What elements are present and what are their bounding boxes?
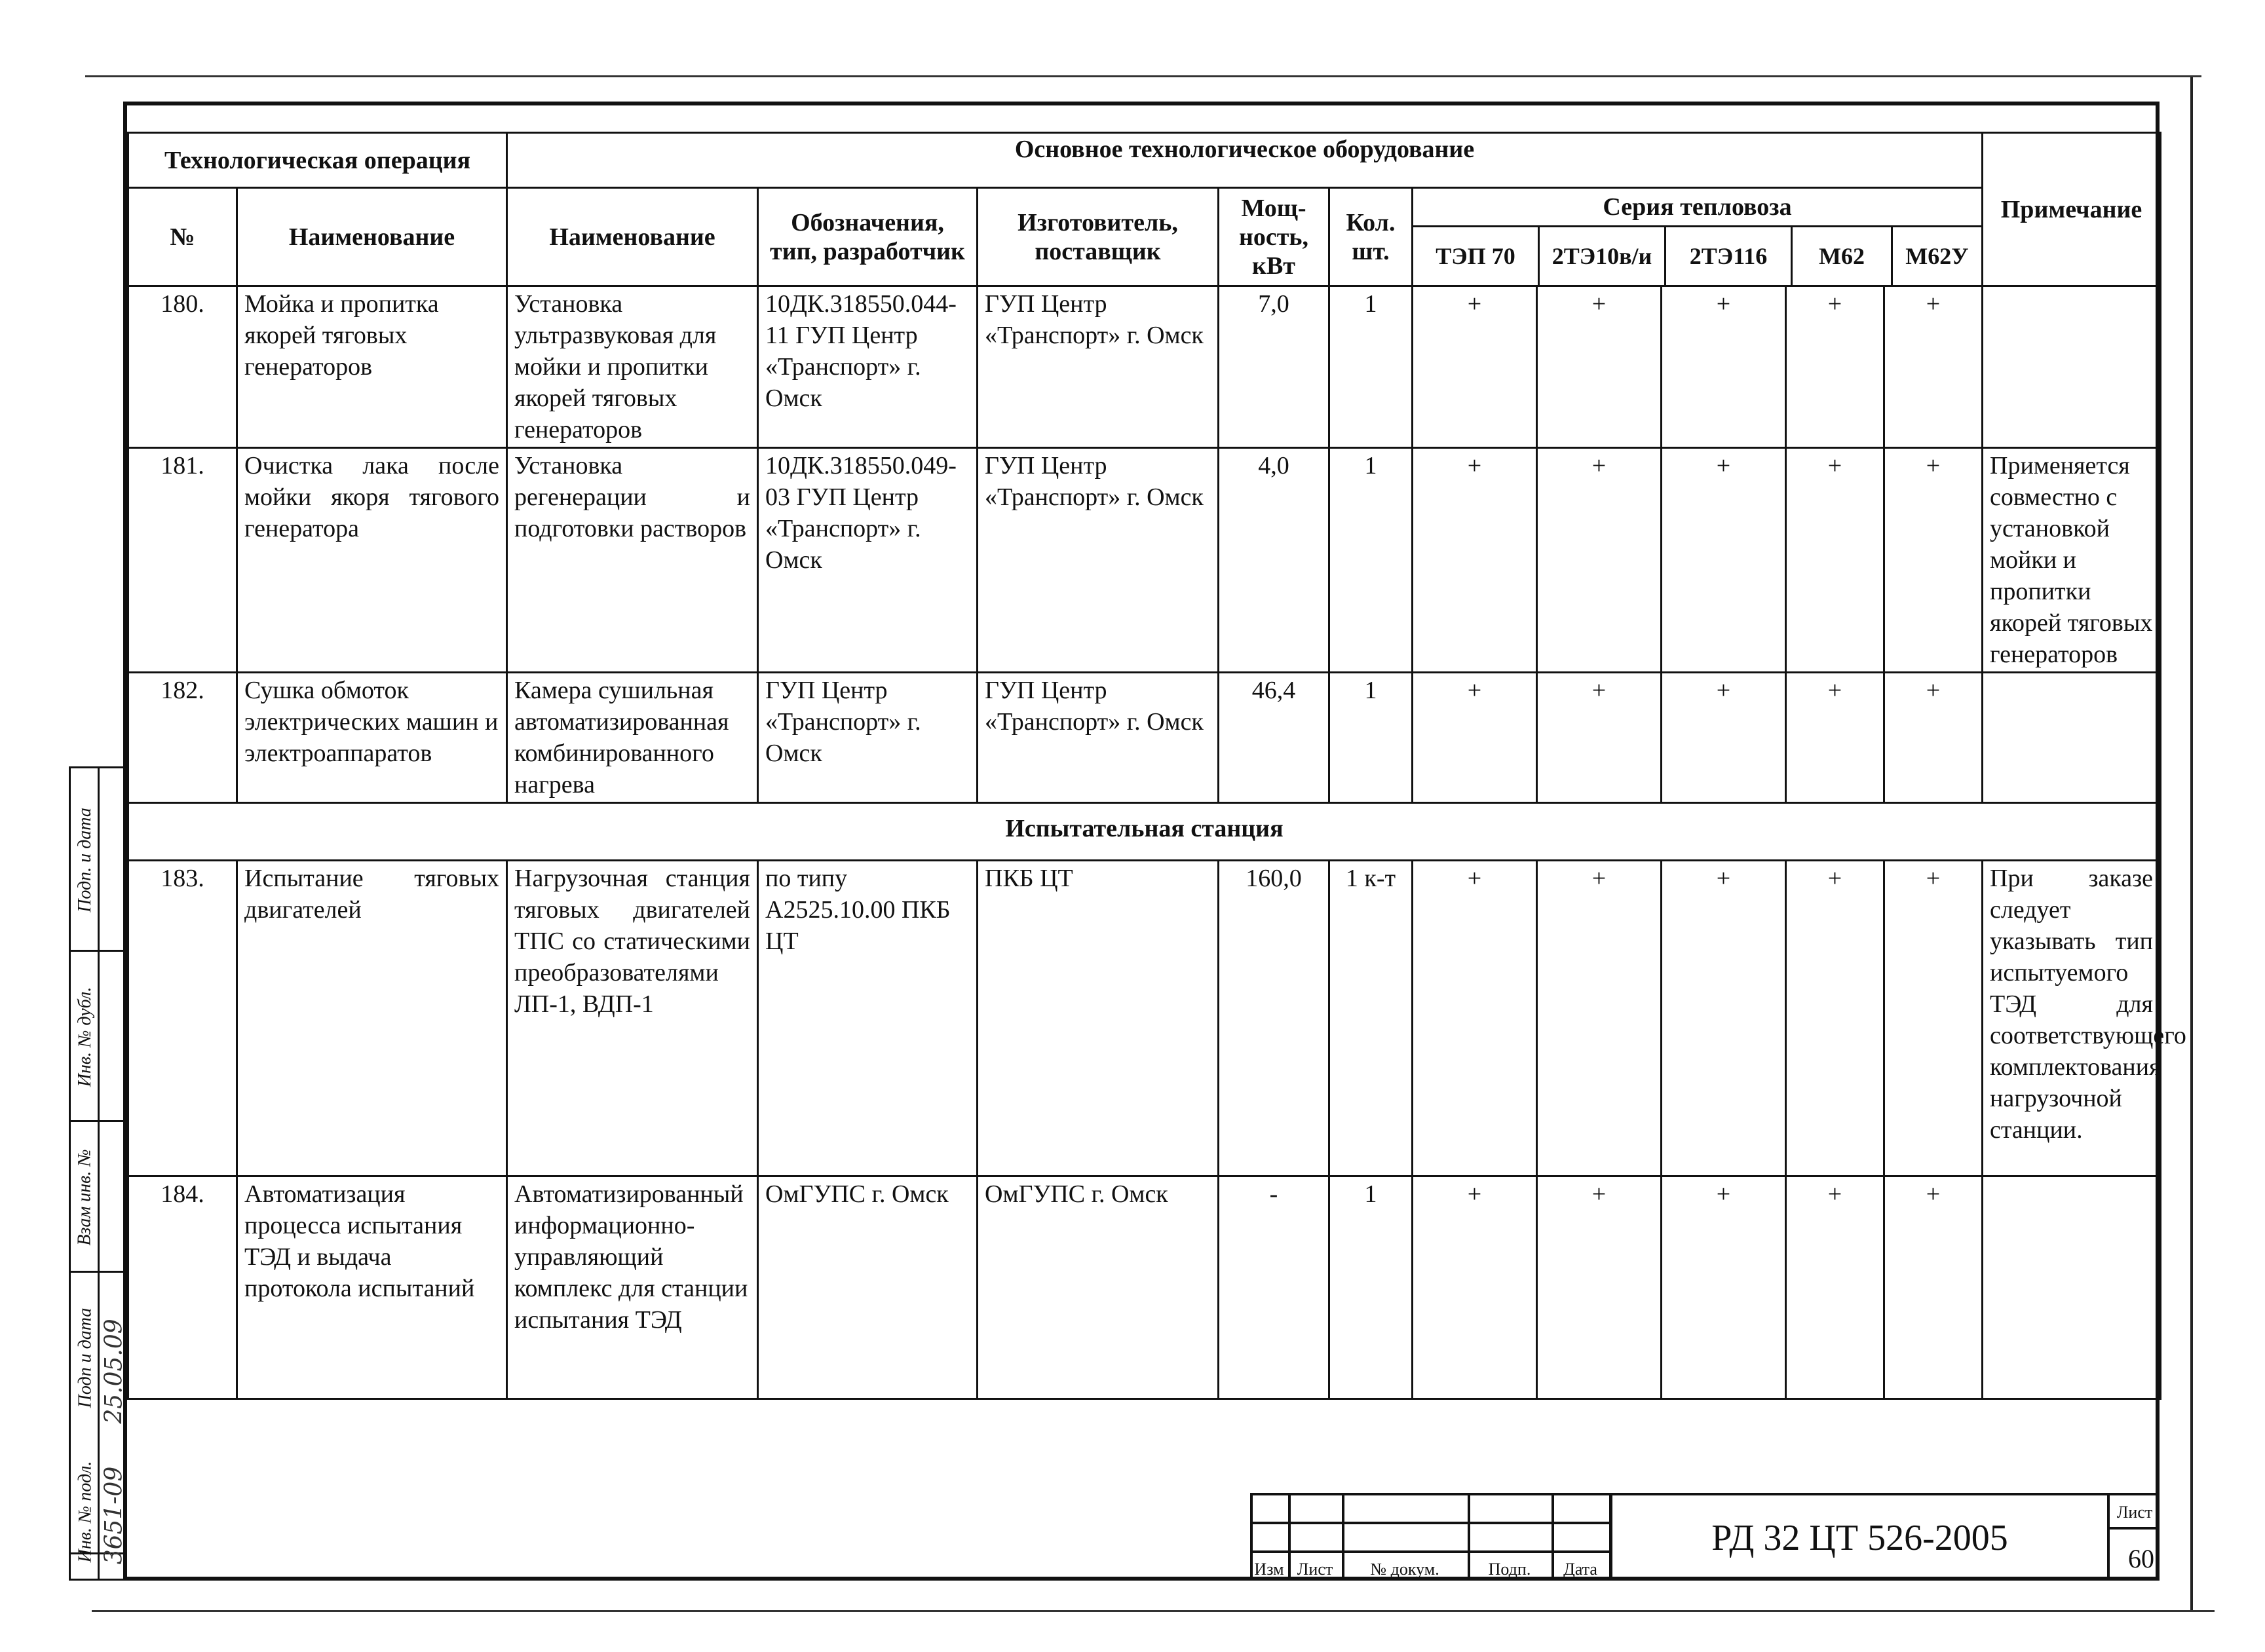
header-op-name: Наименование [237,188,507,286]
stamp-label: Подп. и дата [75,808,95,912]
header-tech-operation: Технологическая операция [128,133,507,188]
row-mark: + [1884,673,1983,803]
header-note: Примечание [1983,133,2161,286]
row-mark: + [1662,1176,1786,1399]
row-mark: + [1786,673,1884,803]
row-des: ОмГУПС г. Омск [758,1176,978,1399]
row-power: - [1219,1176,1329,1399]
row-no: 181. [128,448,237,673]
row-note: Применяется совместно с установкой мойки и пропитки якорей тяговых генераторов [1983,448,2161,673]
header-series-m62: М62 [1793,227,1893,285]
row-mfr: ОмГУПС г. Омск [978,1176,1219,1399]
row-op: Сушка обмоток электрических машин и электроаппаратов [237,673,507,803]
header-series-tep70: ТЭП 70 [1413,227,1540,285]
row-mfr: ПКБ ЦТ [978,861,1219,1176]
equipment-table [127,132,2186,1400]
row-power: 4,0 [1219,448,1329,673]
sheet-number: 60 [2128,1544,2154,1573]
row-mark: + [1662,861,1786,1176]
row-eq: Камера сушильная автоматизированная комбинированного нагрева [507,673,758,803]
row-mfr: ГУП Центр «Транспорт» г. Омск [978,286,1219,448]
row-no: 183. [128,861,237,1176]
sheet-label: Лист [2110,1495,2160,1530]
grid-cell [1468,1522,1551,1550]
table-row [128,1176,2161,1399]
row-power: 7,0 [1219,286,1329,448]
row-mark: + [1884,286,1983,448]
row-qty: 1 [1329,1176,1413,1399]
row-des: ГУП Центр «Транспорт» г. Омск [758,673,978,803]
grid-cell [1342,1493,1468,1522]
header-series-group [1413,188,1983,286]
header-power: Мощ-ность, кВт [1219,188,1329,286]
sheet-box [2107,1493,2160,1581]
sheet-bottom-line [92,1610,2215,1612]
row-mark: + [1413,448,1537,673]
row-note [1983,286,2161,448]
row-mark: + [1662,448,1786,673]
row-mark: + [1413,286,1537,448]
row-mfr: ГУП Центр «Транспорт» г. Омск [978,673,1219,803]
row-no: 182. [128,673,237,803]
row-qty: 1 [1329,673,1413,803]
header-series-m62u: М62У [1905,243,1969,269]
row-note: При заказе следует указывать тип испытуемого ТЭД для соответствующего комплектования нагрузочной станции. [1983,861,2161,1176]
row-mark: + [1662,673,1786,803]
sheet-top-line [85,75,2201,77]
row-des: 10ДК.318550.049-03 ГУП Центр «Транспорт» г. Омск [758,448,978,673]
row-power: 46,4 [1219,673,1329,803]
table-row [128,673,2161,803]
row-mfr: ГУП Центр «Транспорт» г. Омск [978,448,1219,673]
row-op: Мойка и пропитка якорей тяговых генераторов [237,286,507,448]
row-op: Очистка лака после мойки якоря тягового генератора [237,448,507,673]
head-izm: Изм [1254,1560,1284,1579]
handwritten-inventory: 3651-09 [100,1466,128,1564]
stamp-label: Инв. № дубл. [75,986,96,1087]
row-note [1983,673,2161,803]
head-sign: Подп. [1488,1560,1531,1579]
header-no: № [128,188,237,286]
row-eq: Установка ультразвуковая для мойки и пропитки якорей тяговых генераторов [507,286,758,448]
header-designation: Обозначения, тип, разработчик [758,188,978,286]
row-des: по типу А2525.10.00 ПКБ ЦТ [758,861,978,1176]
row-qty: 1 к-т [1329,861,1413,1176]
header-eq-name: Наименование [507,188,758,286]
head-list: Лист [1297,1560,1333,1579]
stamp-label: Подп и дата [75,1307,95,1408]
row-eq: Автоматизированный информационно-управляющий комплекс для станции испытания ТЭД [507,1176,758,1399]
sheet-right-line [2190,77,2193,1610]
grid-cell [1250,1493,1288,1522]
row-mark: + [1537,1176,1662,1399]
table-row [128,448,2161,673]
side-stamp [69,766,126,1581]
header-series-2te10: 2ТЭ10в/и [1540,227,1666,285]
row-no: 184. [128,1176,237,1399]
grid-cell [1551,1493,1609,1522]
header-series: Серия тепловоза [1413,189,1981,227]
header-series-2te116: 2ТЭ116 [1666,227,1793,285]
section-title: Испытательная станция [128,803,2161,861]
row-mark: + [1786,286,1884,448]
handwritten-date: 25.05.09 [100,1318,128,1424]
head-doc: № докум. [1370,1560,1439,1579]
row-mark: + [1662,286,1786,448]
table-row [128,286,2161,448]
grid-cell [1250,1522,1288,1550]
header-main-equipment: Основное технологическое оборудование [507,133,1983,188]
grid-cell [1288,1522,1342,1550]
stamp-label: Инв. № подл. [75,1461,96,1563]
row-mark: + [1413,861,1537,1176]
table-row [128,861,2161,1176]
row-qty: 1 [1329,448,1413,673]
title-block [1250,1493,2160,1581]
row-mark: + [1786,861,1884,1176]
row-mark: + [1537,861,1662,1176]
row-mark: + [1413,1176,1537,1399]
row-mark: + [1884,1176,1983,1399]
grid-cell [1342,1522,1468,1550]
row-op: Испытание тяговых двигателей [237,861,507,1176]
row-mark: + [1537,673,1662,803]
row-mark: + [1884,448,1983,673]
row-mark: + [1537,448,1662,673]
document-number: РД 32 ЦТ 526-2005 [1609,1493,2107,1581]
row-mark: + [1786,448,1884,673]
grid-cell [1468,1493,1551,1522]
row-mark: + [1413,673,1537,803]
row-no: 180. [128,286,237,448]
revision-grid [1250,1493,1609,1581]
row-mark: + [1537,286,1662,448]
row-des: 10ДК.318550.044-11 ГУП Центр «Транспорт» г. Омск [758,286,978,448]
header-qty: Кол. шт. [1329,188,1413,286]
row-power: 160,0 [1219,861,1329,1176]
grid-cell [1288,1493,1342,1522]
row-note [1983,1176,2161,1399]
row-op: Автоматизация процесса испытания ТЭД и выдача протокола испытаний [237,1176,507,1399]
header-manufacturer: Изготовитель, поставщик [978,188,1219,286]
head-date: Дата [1563,1560,1597,1579]
row-qty: 1 [1329,286,1413,448]
row-eq: Нагрузочная станция тяговых двигателей ТПС со статическими преобразователями ЛП-1, ВДП-1 [507,861,758,1176]
row-eq: Установка регенерации и подготовки растворов [507,448,758,673]
row-mark: + [1786,1176,1884,1399]
row-mark: + [1884,861,1983,1176]
grid-cell [1551,1522,1609,1550]
stamp-label: Взам инв. № [75,1149,95,1246]
